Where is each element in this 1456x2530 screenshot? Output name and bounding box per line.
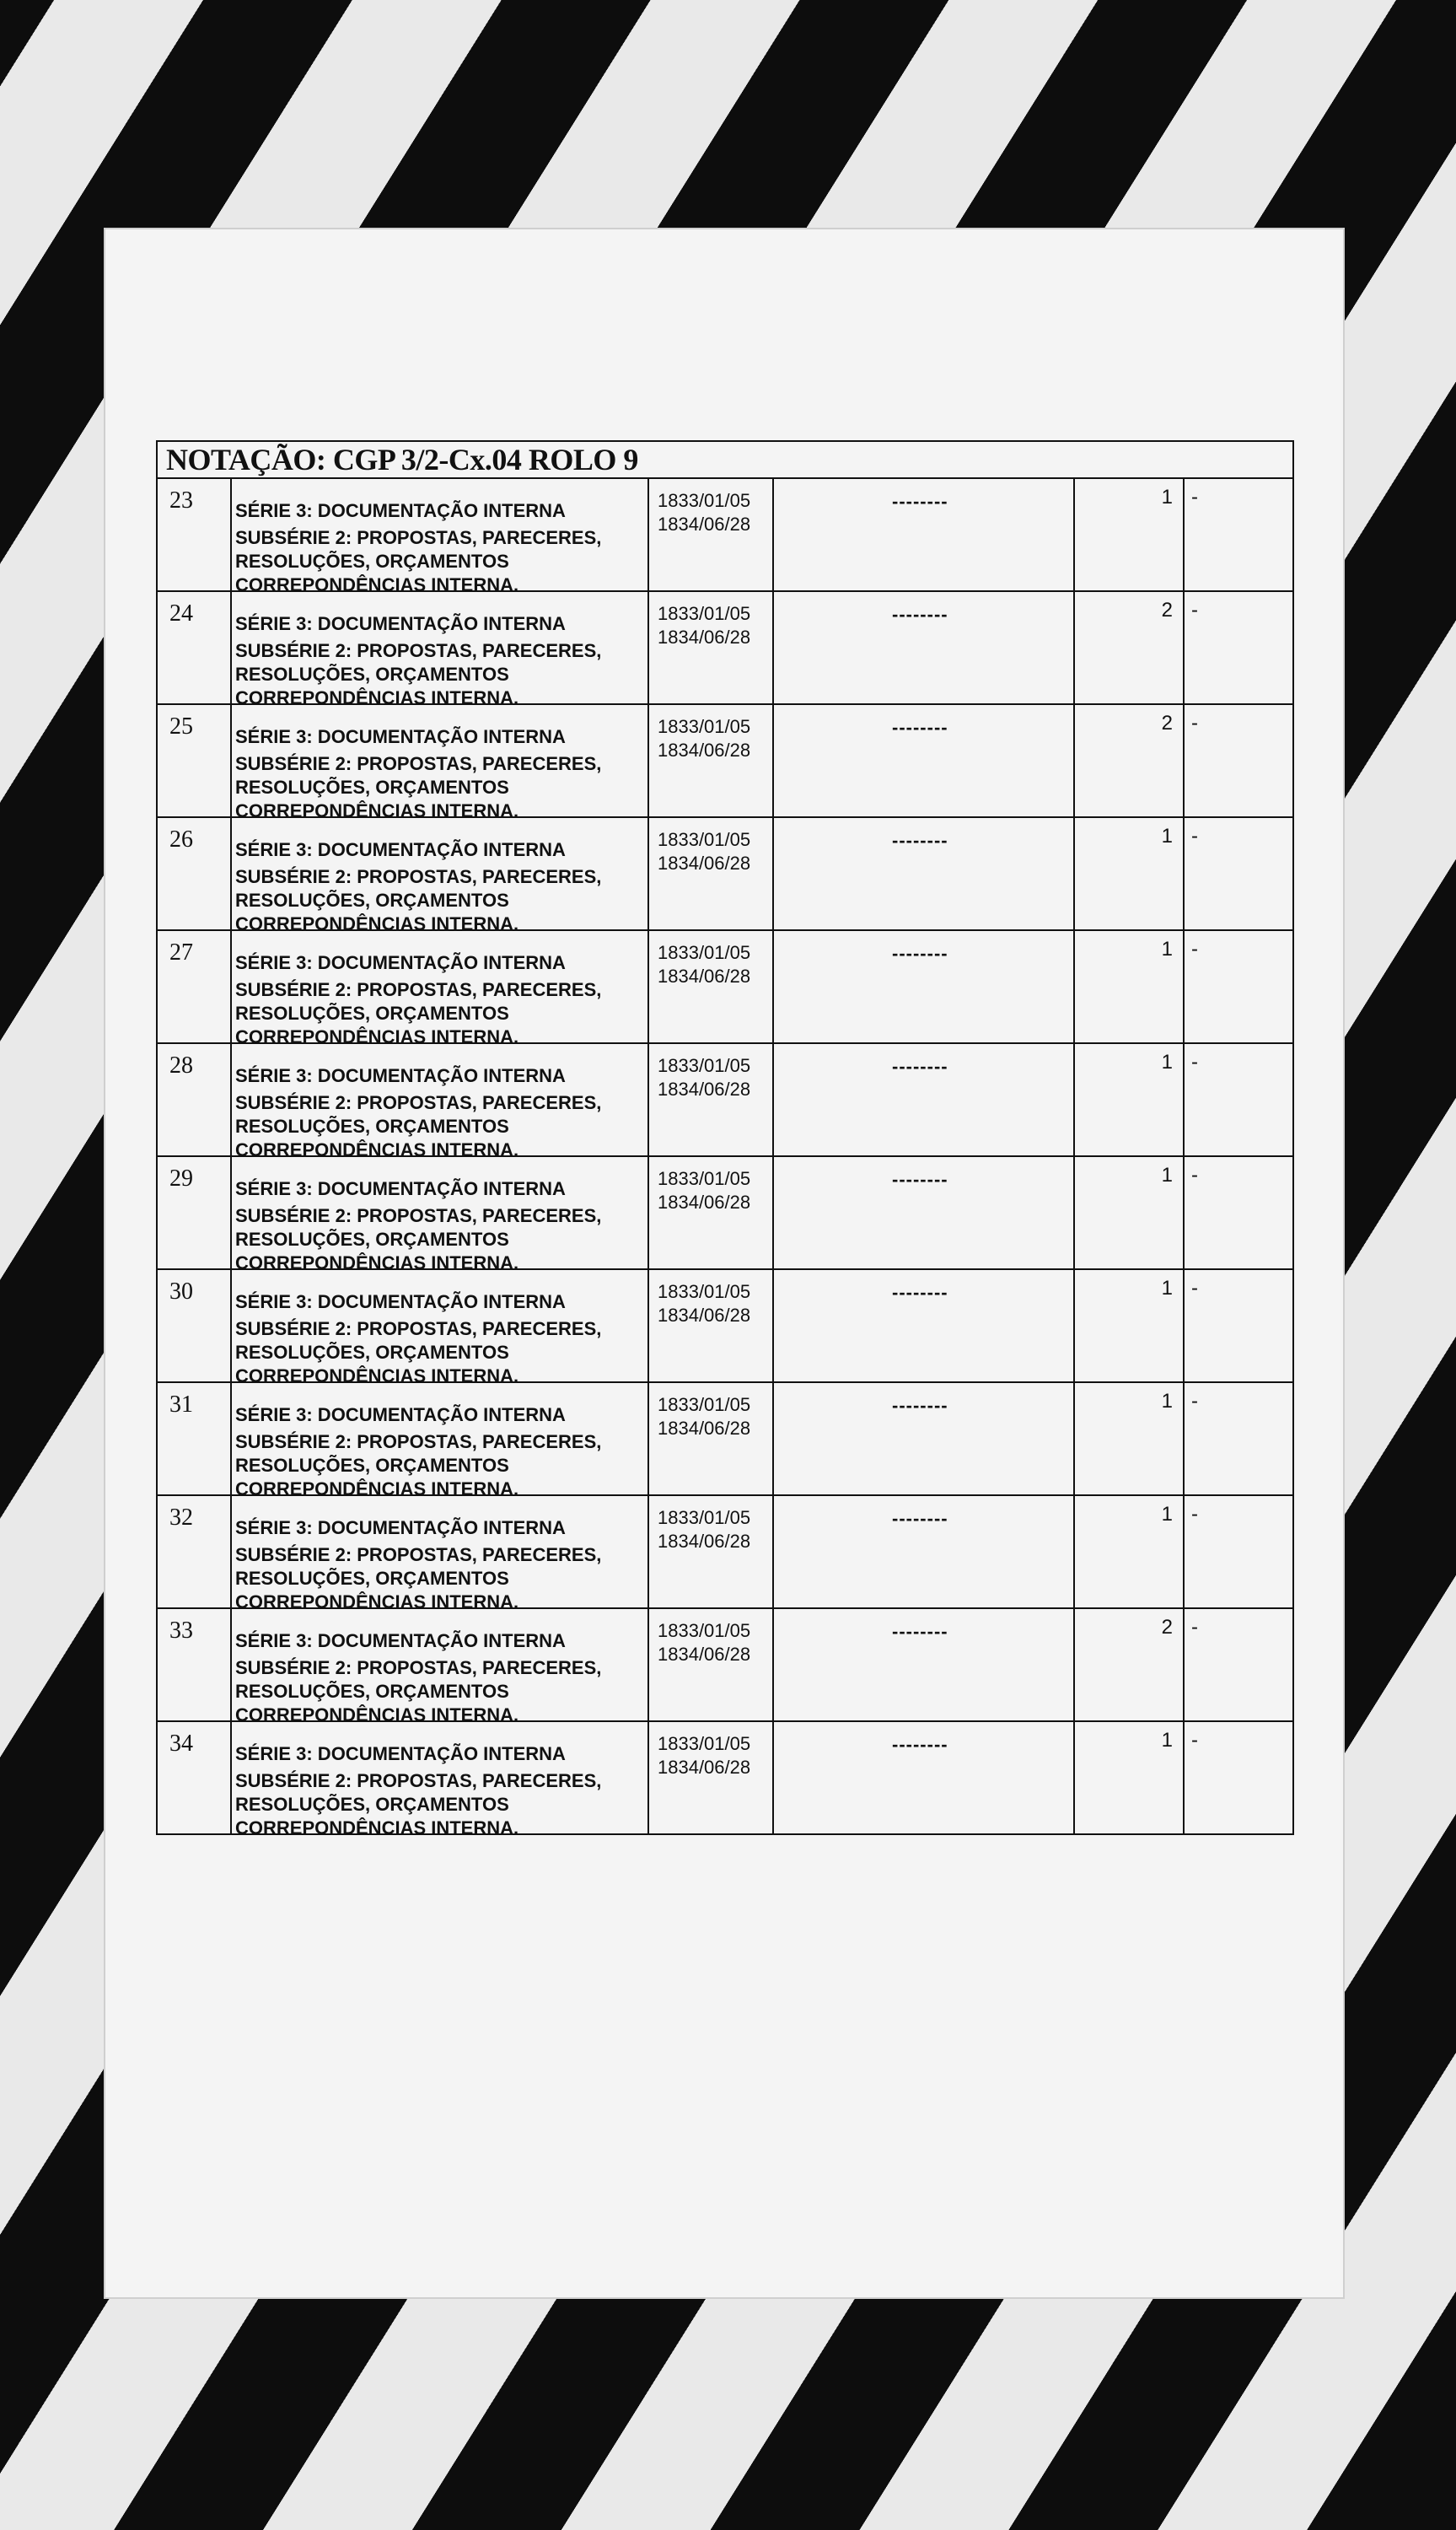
description-cell (232, 1044, 649, 1160)
serie-text: SÉRIE 3: DOCUMENTAÇÃO INTERNA (235, 1743, 566, 1764)
number-cell (158, 1157, 232, 1268)
description-cell (232, 1722, 649, 1838)
date-end: 1834/06/28 (658, 1192, 751, 1213)
quantity-text: 1 (1161, 938, 1173, 961)
date-cell (649, 1270, 774, 1381)
quantity-text: 1 (1161, 1164, 1173, 1187)
serie-text: SÉRIE 3: DOCUMENTAÇÃO INTERNA (235, 613, 566, 634)
resolucoes-text: RESOLUÇÕES, ORÇAMENTOS (235, 1455, 509, 1476)
dash-text: -------- (892, 491, 948, 512)
row-number: 29 (169, 1165, 193, 1192)
date-start: 1833/01/05 (658, 942, 751, 963)
dash-text: -------- (892, 604, 948, 625)
number-cell (158, 1722, 232, 1833)
serie-text: SÉRIE 3: DOCUMENTAÇÃO INTERNA (235, 1404, 566, 1425)
dash-text: -------- (892, 1056, 948, 1077)
last-cell (1185, 1383, 1296, 1494)
resolucoes-text: RESOLUÇÕES, ORÇAMENTOS (235, 777, 509, 798)
subserie-text: SUBSÉRIE 2: PROPOSTAS, PARECERES, (235, 1657, 602, 1678)
date-cell (649, 1157, 774, 1268)
quantity-cell (1075, 1157, 1185, 1268)
last-cell (1185, 1270, 1296, 1381)
subserie-text: SUBSÉRIE 2: PROPOSTAS, PARECERES, (235, 866, 602, 887)
dash-text: -------- (892, 1282, 948, 1303)
description-cell (232, 1270, 649, 1386)
table-row (156, 1609, 1294, 1725)
date-start: 1833/01/05 (658, 1507, 751, 1528)
resolucoes-text: RESOLUÇÕES, ORÇAMENTOS (235, 664, 509, 685)
quantity-text: 2 (1161, 712, 1173, 735)
date-end: 1834/06/28 (658, 1644, 751, 1665)
number-cell (158, 479, 232, 590)
description-cell (232, 1496, 649, 1612)
last-text: - (1191, 1729, 1198, 1752)
last-text: - (1191, 599, 1198, 622)
last-cell (1185, 705, 1296, 816)
dash-text: -------- (892, 1734, 948, 1755)
description-cell (232, 705, 649, 821)
date-start: 1833/01/05 (658, 829, 751, 850)
table-row (156, 1496, 1294, 1612)
last-text: - (1191, 1051, 1198, 1074)
row-number: 28 (169, 1052, 193, 1079)
serie-text: SÉRIE 3: DOCUMENTAÇÃO INTERNA (235, 500, 566, 521)
quantity-cell (1075, 479, 1185, 590)
number-cell (158, 1383, 232, 1494)
resolucoes-text: RESOLUÇÕES, ORÇAMENTOS (235, 890, 509, 911)
row-number: 24 (169, 600, 193, 627)
date-end: 1834/06/28 (658, 1305, 751, 1326)
date-cell (649, 1044, 774, 1155)
resolucoes-text: RESOLUÇÕES, ORÇAMENTOS (235, 1003, 509, 1024)
date-start: 1833/01/05 (658, 1620, 751, 1641)
correspondencias-text: CORREPONDÊNCIAS INTERNA. (235, 1478, 519, 1499)
last-text: - (1191, 1277, 1198, 1300)
correspondencias-text: CORREPONDÊNCIAS INTERNA. (235, 574, 519, 595)
date-end: 1834/06/28 (658, 853, 751, 874)
quantity-cell (1075, 1496, 1185, 1607)
date-end: 1834/06/28 (658, 1418, 751, 1439)
number-cell (158, 1044, 232, 1155)
last-cell (1185, 479, 1296, 590)
dash-text: -------- (892, 1169, 948, 1190)
date-end: 1834/06/28 (658, 1531, 751, 1552)
dash-cell (774, 1270, 1075, 1381)
number-cell (158, 705, 232, 816)
subserie-text: SUBSÉRIE 2: PROPOSTAS, PARECERES, (235, 640, 602, 661)
quantity-cell (1075, 931, 1185, 1042)
number-cell (158, 1496, 232, 1607)
dash-cell (774, 1496, 1075, 1607)
dash-cell (774, 1609, 1075, 1720)
document-sheet (105, 229, 1343, 2297)
last-text: - (1191, 486, 1198, 509)
quantity-text: 1 (1161, 486, 1173, 509)
dash-text: -------- (892, 1508, 948, 1529)
description-cell (232, 931, 649, 1047)
resolucoes-text: RESOLUÇÕES, ORÇAMENTOS (235, 1116, 509, 1137)
dash-cell (774, 1722, 1075, 1833)
dash-cell (774, 931, 1075, 1042)
correspondencias-text: CORREPONDÊNCIAS INTERNA. (235, 913, 519, 934)
number-cell (158, 931, 232, 1042)
quantity-text: 1 (1161, 1503, 1173, 1526)
correspondencias-text: CORREPONDÊNCIAS INTERNA. (235, 687, 519, 708)
resolucoes-text: RESOLUÇÕES, ORÇAMENTOS (235, 1342, 509, 1363)
date-cell (649, 592, 774, 703)
date-cell (649, 1496, 774, 1607)
description-cell (232, 1609, 649, 1725)
quantity-cell (1075, 1270, 1185, 1381)
resolucoes-text: RESOLUÇÕES, ORÇAMENTOS (235, 1229, 509, 1250)
date-start: 1833/01/05 (658, 1281, 751, 1302)
quantity-text: 1 (1161, 1051, 1173, 1074)
quantity-text: 2 (1161, 1616, 1173, 1639)
date-cell (649, 1383, 774, 1494)
subserie-text: SUBSÉRIE 2: PROPOSTAS, PARECERES, (235, 753, 602, 774)
date-start: 1833/01/05 (658, 1168, 751, 1189)
correspondencias-text: CORREPONDÊNCIAS INTERNA. (235, 1026, 519, 1047)
date-end: 1834/06/28 (658, 1079, 751, 1100)
dash-cell (774, 592, 1075, 703)
date-start: 1833/01/05 (658, 716, 751, 737)
last-cell (1185, 931, 1296, 1042)
last-cell (1185, 1157, 1296, 1268)
number-cell (158, 1609, 232, 1720)
last-text: - (1191, 1164, 1198, 1187)
last-cell (1185, 818, 1296, 929)
date-start: 1833/01/05 (658, 490, 751, 511)
table-row (156, 818, 1294, 934)
date-cell (649, 931, 774, 1042)
table-row (156, 1044, 1294, 1160)
quantity-cell (1075, 1044, 1185, 1155)
row-number: 34 (169, 1731, 193, 1757)
quantity-cell (1075, 1609, 1185, 1720)
resolucoes-text: RESOLUÇÕES, ORÇAMENTOS (235, 1681, 509, 1702)
row-number: 26 (169, 826, 193, 853)
table-row (156, 931, 1294, 1047)
dash-text: -------- (892, 1621, 948, 1642)
last-text: - (1191, 938, 1198, 961)
quantity-text: 2 (1161, 599, 1173, 622)
number-cell (158, 818, 232, 929)
quantity-text: 1 (1161, 1390, 1173, 1413)
serie-text: SÉRIE 3: DOCUMENTAÇÃO INTERNA (235, 952, 566, 973)
resolucoes-text: RESOLUÇÕES, ORÇAMENTOS (235, 1794, 509, 1815)
date-cell (649, 818, 774, 929)
date-cell (649, 479, 774, 590)
dash-cell (774, 818, 1075, 929)
description-cell (232, 818, 649, 934)
dash-cell (774, 1157, 1075, 1268)
quantity-cell (1075, 592, 1185, 703)
date-end: 1834/06/28 (658, 514, 751, 535)
subserie-text: SUBSÉRIE 2: PROPOSTAS, PARECERES, (235, 1092, 602, 1113)
date-end: 1834/06/28 (658, 740, 751, 761)
serie-text: SÉRIE 3: DOCUMENTAÇÃO INTERNA (235, 1517, 566, 1538)
row-number: 25 (169, 713, 193, 740)
last-text: - (1191, 1616, 1198, 1639)
inventory-table (156, 440, 1333, 1950)
last-text: - (1191, 712, 1198, 735)
date-start: 1833/01/05 (658, 1733, 751, 1754)
dash-text: -------- (892, 1395, 948, 1416)
description-cell (232, 1157, 649, 1273)
table-row (156, 705, 1294, 821)
serie-text: SÉRIE 3: DOCUMENTAÇÃO INTERNA (235, 839, 566, 860)
row-number: 27 (169, 939, 193, 966)
subserie-text: SUBSÉRIE 2: PROPOSTAS, PARECERES, (235, 1318, 602, 1339)
quantity-text: 1 (1161, 1729, 1173, 1752)
serie-text: SÉRIE 3: DOCUMENTAÇÃO INTERNA (235, 1178, 566, 1199)
subserie-text: SUBSÉRIE 2: PROPOSTAS, PARECERES, (235, 979, 602, 1000)
correspondencias-text: CORREPONDÊNCIAS INTERNA. (235, 1591, 519, 1612)
dash-cell (774, 1383, 1075, 1494)
dash-cell (774, 705, 1075, 816)
serie-text: SÉRIE 3: DOCUMENTAÇÃO INTERNA (235, 1630, 566, 1651)
date-cell (649, 1722, 774, 1833)
serie-text: SÉRIE 3: DOCUMENTAÇÃO INTERNA (235, 1065, 566, 1086)
notation-header: NOTAÇÃO: CGP 3/2-Cx.04 ROLO 9 (156, 440, 1294, 479)
date-end: 1834/06/28 (658, 627, 751, 648)
last-text: - (1191, 825, 1198, 848)
quantity-text: 1 (1161, 825, 1173, 848)
table-row (156, 1157, 1294, 1273)
correspondencias-text: CORREPONDÊNCIAS INTERNA. (235, 1817, 519, 1838)
last-cell (1185, 1044, 1296, 1155)
dash-cell (774, 1044, 1075, 1155)
table-row (156, 1383, 1294, 1499)
number-cell (158, 592, 232, 703)
row-number: 33 (169, 1618, 193, 1644)
last-cell (1185, 592, 1296, 703)
date-end: 1834/06/28 (658, 1757, 751, 1778)
row-number: 32 (169, 1505, 193, 1531)
date-cell (649, 705, 774, 816)
quantity-cell (1075, 705, 1185, 816)
resolucoes-text: RESOLUÇÕES, ORÇAMENTOS (235, 551, 509, 572)
row-number: 31 (169, 1392, 193, 1418)
dash-text: -------- (892, 717, 948, 738)
last-cell (1185, 1609, 1296, 1720)
table-row (156, 1722, 1294, 1838)
subserie-text: SUBSÉRIE 2: PROPOSTAS, PARECERES, (235, 1544, 602, 1565)
correspondencias-text: CORREPONDÊNCIAS INTERNA. (235, 1365, 519, 1386)
dash-text: -------- (892, 830, 948, 851)
table-row (156, 479, 1294, 595)
row-number: 23 (169, 487, 193, 514)
date-cell (649, 1609, 774, 1720)
subserie-text: SUBSÉRIE 2: PROPOSTAS, PARECERES, (235, 1770, 602, 1791)
description-cell (232, 1383, 649, 1499)
quantity-text: 1 (1161, 1277, 1173, 1300)
dash-text: -------- (892, 943, 948, 964)
last-cell (1185, 1496, 1296, 1607)
serie-text: SÉRIE 3: DOCUMENTAÇÃO INTERNA (235, 726, 566, 747)
correspondencias-text: CORREPONDÊNCIAS INTERNA. (235, 800, 519, 821)
subserie-text: SUBSÉRIE 2: PROPOSTAS, PARECERES, (235, 1205, 602, 1226)
table-row (156, 1270, 1294, 1386)
quantity-cell (1075, 1722, 1185, 1833)
date-start: 1833/01/05 (658, 603, 751, 624)
date-start: 1833/01/05 (658, 1055, 751, 1076)
quantity-cell (1075, 818, 1185, 929)
row-number: 30 (169, 1278, 193, 1305)
last-text: - (1191, 1390, 1198, 1413)
table-row (156, 592, 1294, 708)
description-cell (232, 479, 649, 595)
correspondencias-text: CORREPONDÊNCIAS INTERNA. (235, 1252, 519, 1273)
quantity-cell (1075, 1383, 1185, 1494)
correspondencias-text: CORREPONDÊNCIAS INTERNA. (235, 1139, 519, 1160)
subserie-text: SUBSÉRIE 2: PROPOSTAS, PARECERES, (235, 1431, 602, 1452)
date-end: 1834/06/28 (658, 966, 751, 987)
date-start: 1833/01/05 (658, 1394, 751, 1415)
subserie-text: SUBSÉRIE 2: PROPOSTAS, PARECERES, (235, 527, 602, 548)
correspondencias-text: CORREPONDÊNCIAS INTERNA. (235, 1704, 519, 1725)
last-text: - (1191, 1503, 1198, 1526)
number-cell (158, 1270, 232, 1381)
resolucoes-text: RESOLUÇÕES, ORÇAMENTOS (235, 1568, 509, 1589)
description-cell (232, 592, 649, 708)
last-cell (1185, 1722, 1296, 1833)
serie-text: SÉRIE 3: DOCUMENTAÇÃO INTERNA (235, 1291, 566, 1312)
dash-cell (774, 479, 1075, 590)
